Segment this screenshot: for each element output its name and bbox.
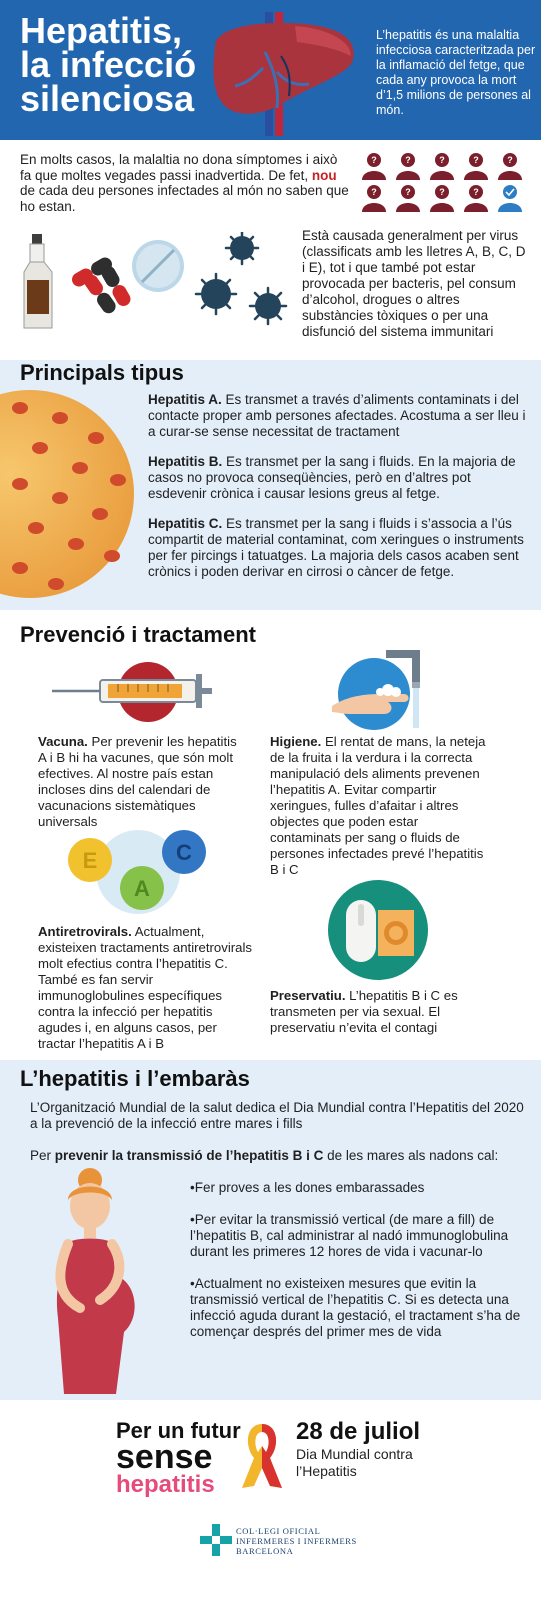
pregnancy-intro: L’Organització Mundial de la salut dedica el Dia Mundial contra l’Hepatitis del 2020 a la prevenció de la infecció entre mares i fills — [30, 1100, 524, 1131]
page-title — [20, 10, 197, 119]
svg-text:?: ? — [405, 187, 411, 197]
condom-name: Preservatiu. — [270, 988, 346, 1003]
causes-illustration — [18, 232, 293, 342]
hygiene-desc: El rentat de mans, la neteja de la fruita i la verdura i la correcta manipulació dels aliments prevenen l’hepatitis A. Evitar compartir xeringues, fulles d’afaitar i altres objectes que poden estar contaminats per sang o fluids de persones infectades prevé l’hepatitis B i C — [270, 734, 486, 877]
vitamin-letter-e: E — [82, 848, 98, 873]
vaccine-name: Vacuna. — [38, 734, 88, 749]
vitamins-icon — [66, 822, 216, 920]
title-line-2: la infecció — [20, 44, 197, 85]
causes-text: Està causada generalment per virus (classificats amb les lletres A, B, C, D i E), tot i que també pot estar provocada per bacteris, pel consum d’alcohol, drogues o altres substàncies tòxiques o per una disfunció del sistema immunitari — [302, 228, 526, 339]
pregnancy-bullets — [190, 1180, 525, 1356]
title-line-3: silenciosa — [20, 78, 195, 119]
intro-text — [20, 152, 350, 214]
condom-icon — [326, 878, 436, 988]
virus-small-icon — [201, 236, 281, 319]
intro-text-before: En molts casos, la malaltia no dona símptomes i això fa que moltes vegades passi inadvertida. De fet, — [20, 152, 338, 183]
people-icons — [362, 148, 532, 212]
awareness-ribbon-icon — [240, 1418, 284, 1490]
vitamin-letter-c: C — [176, 840, 192, 865]
syringe-icon — [52, 660, 212, 724]
vaccine-desc: Per prevenir les hepatitis A i B hi ha vacunes, que són molt efectives. Al nostre país estan incloses dins del calendari de vacunacions sistemàtiques universals — [38, 734, 237, 829]
college-logo-icon — [200, 1524, 232, 1556]
intro-highlight: nou — [311, 167, 337, 183]
pregnancy-bullet-3: •Actualment no existeixen mesures que evitin la transmissió vertical de l’hepatitis C. Si es detecta una infecció aguda durant la gestació, el tractament s’ha de començar després del primer mes de vida — [190, 1276, 521, 1339]
condom-text — [270, 988, 500, 1036]
slogan-line-3: hepatitis — [116, 1471, 215, 1498]
person-unaware-icon — [362, 153, 386, 180]
virus-large-icon — [0, 388, 138, 600]
prevention-heading: Prevenció i tractament — [20, 622, 256, 647]
college-name — [236, 1526, 357, 1556]
types-heading: Principals tipus — [20, 360, 184, 385]
person-unaware-icon — [464, 185, 488, 212]
date-subtitle: Dia Mundial contra l’Hepatitis — [296, 1446, 413, 1479]
person-unaware-icon — [362, 185, 386, 212]
type-hepatitis-a — [148, 392, 530, 440]
person-unaware-icon — [396, 185, 420, 212]
antiretrovirals-name: Antiretrovirals. — [38, 924, 132, 939]
antiretrovirals-desc: Actualment, existeixen tractaments antiretrovirals molt efectius contra l’hepatitis C. També es fan servir immunoglobulines específiques contra la infecció per hepatitis agudes i, en alguns casos, per tractar l’hepatitis A i B — [38, 924, 253, 1051]
svg-text:?: ? — [473, 187, 479, 197]
condom-desc: L’hepatitis B i C es transmeten per via sexual. El preservatiu n’evita el contagi — [270, 988, 458, 1035]
svg-text:?: ? — [439, 187, 445, 197]
per-suffix: de les mares als nadons cal: — [323, 1148, 499, 1163]
slogan-line-1: Per un futur — [116, 1418, 241, 1443]
type-hepatitis-b — [148, 454, 530, 502]
type-c-name: Hepatitis C. — [148, 516, 223, 531]
hygiene-text — [270, 734, 490, 878]
person-unaware-icon — [430, 153, 454, 180]
org-line-1: COL·LEGI OFICIAL — [236, 1526, 321, 1536]
per-bold: prevenir la transmissió de l’hepatitis B i C — [54, 1148, 324, 1163]
people-grid — [362, 148, 532, 217]
per-prefix: Per — [30, 1148, 55, 1163]
types-list — [148, 392, 530, 594]
type-c-text: Es transmet per la sang i fluids i s’associa a l’ús compartit de material contaminat, com xeringues o instruments per fer pircings i tatuatges. La majoria dels casos acaben sent crònics i poden derivar en cirrosi o càncer de fetge. — [148, 516, 524, 579]
svg-text:?: ? — [507, 155, 513, 165]
person-unaware-icon — [430, 185, 454, 212]
bottle-icon — [24, 234, 52, 328]
type-b-text: Es transmet per la sang i fluids. En la majoria de casos no provoca conseqüències, però en d’altres pot esdevenir crònica i causar lesions greus al fetge. — [148, 454, 516, 501]
org-line-3: BARCELONA — [236, 1546, 294, 1556]
person-aware-icon — [498, 185, 522, 212]
header-description: L’hepatitis és una malaltia infecciosa caracteritzada per la inflamació del fetge, que cada any provoca la mort d’1,5 milions de persones al món. — [376, 28, 536, 117]
type-hepatitis-c — [148, 516, 530, 580]
header-banner — [0, 0, 541, 140]
person-unaware-icon — [464, 153, 488, 180]
slogan-line-2: sense — [116, 1438, 213, 1476]
svg-text:?: ? — [439, 155, 445, 165]
date-title: 28 de juliol — [296, 1418, 421, 1445]
vaccine-text — [38, 734, 240, 830]
svg-text:?: ? — [371, 187, 377, 197]
pregnancy-heading: L’hepatitis i l’embaràs — [20, 1066, 250, 1091]
antiretrovirals-text — [38, 924, 256, 1052]
tablet-pill-icon — [132, 240, 184, 292]
pill-capsule-icon — [69, 255, 133, 316]
type-a-text: Es transmet a través d’aliments contaminats i del contacte proper amb persones afectades. Acostuma a ser lleu i a curar-se sense necessitat de tractament — [148, 392, 526, 439]
liver-icon — [205, 12, 365, 136]
pregnancy-prevention-line — [30, 1148, 530, 1164]
person-unaware-icon — [498, 153, 522, 180]
pregnancy-bullet-2: •Per evitar la transmissió vertical (de mare a fill) de l’hepatitis B, cal administrar al nadó immunoglobulina durant les primeres 12 hores de vida i vacunar-lo — [190, 1212, 509, 1259]
intro-text-after: de cada deu persones infectades al món no saben que ho estan. — [20, 183, 349, 214]
pregnancy-bullet-1: •Fer proves a les dones embarassades — [190, 1180, 425, 1195]
svg-text:?: ? — [371, 155, 377, 165]
svg-text:?: ? — [473, 155, 479, 165]
hygiene-name: Higiene. — [270, 734, 322, 749]
svg-text:?: ? — [405, 155, 411, 165]
slogan — [116, 1420, 241, 1498]
handwashing-icon — [330, 648, 430, 732]
org-line-2: INFERMERES I INFERMERS — [236, 1536, 357, 1546]
pregnant-woman-icon — [40, 1168, 150, 1394]
type-a-name: Hepatitis A. — [148, 392, 222, 407]
type-b-name: Hepatitis B. — [148, 454, 223, 469]
person-unaware-icon — [396, 153, 420, 180]
vitamin-letter-a: A — [134, 876, 150, 901]
title-line-1: Hepatitis, — [20, 10, 183, 51]
